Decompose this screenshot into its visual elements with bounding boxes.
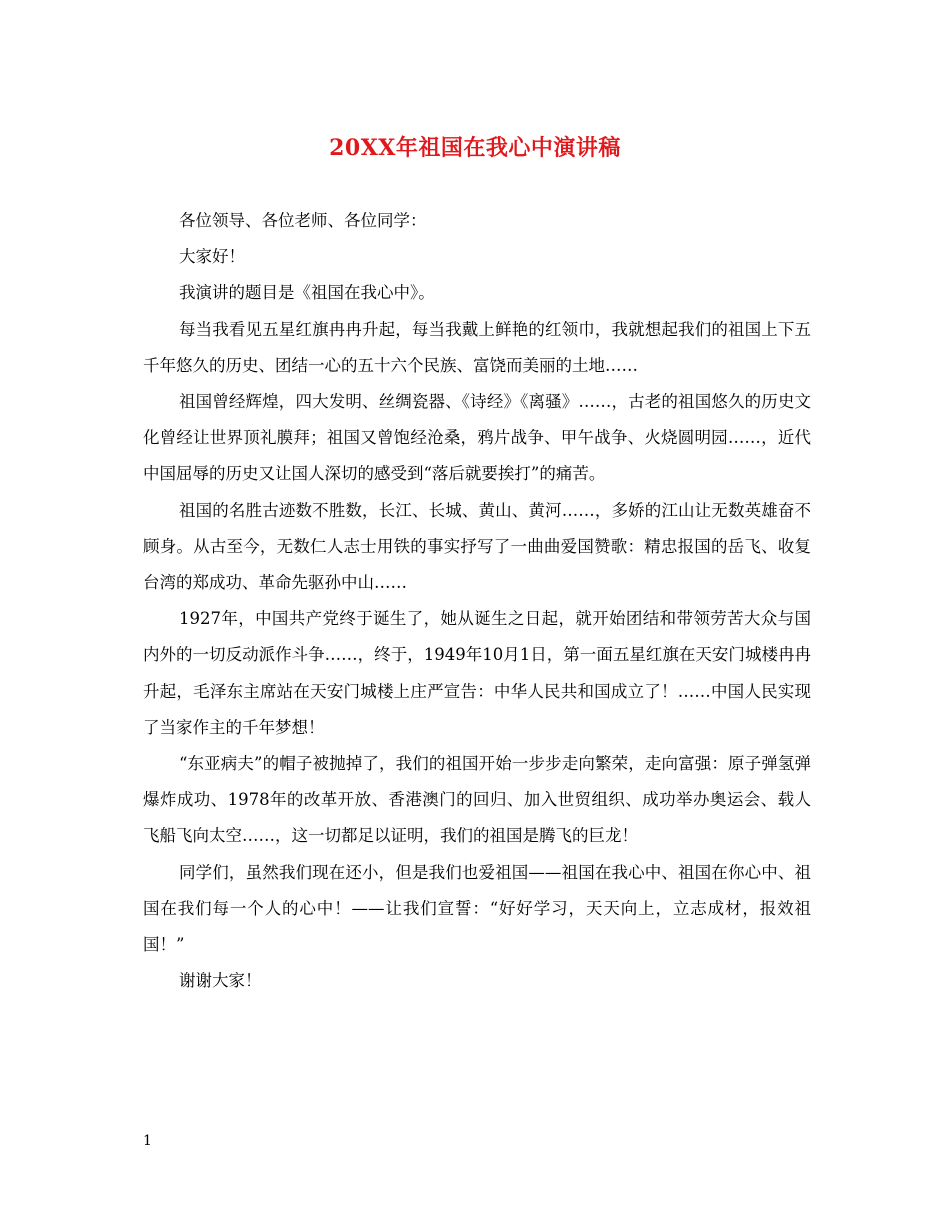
paragraph-history: 祖国曾经辉煌，四大发明、丝绸瓷器、《诗经》《离骚》……，古老的祖国悠久的历史文化曾经让世界顶礼膜拜；祖国又曾饱经沧桑，鸦片战争、甲午战争、火烧圆明园……，近代中国屈辱的历史又让国人深切的感受到“落后就要挨打”的痛苦。 (143, 392, 811, 484)
paragraph-thanks: 谢谢大家！ (179, 971, 262, 991)
paragraph-prosperity: “东亚病夫”的帽子被抛掉了，我们的祖国开始一步步走向繁荣，走向富强：原子弹氢弹爆炸成功、1978年的改革开放、香港澳门的回归、加入世贸组织、成功举办奥运会、载人飞船飞向太空……，这一切都足以证明，我们的祖国是腾飞的巨龙！ (143, 754, 811, 846)
document-body (143, 203, 811, 999)
paragraph-landmarks: 祖国的名胜古迹数不胜数，长江、长城、黄山、黄河……，多娇的江山让无数英雄奋不顾身。从古至今，无数仁人志士用铁的事实抒写了一曲曲爱国赞歌：精忠报国的岳飞、收复台湾的郑成功、革命先驱孙中山…… (143, 500, 811, 593)
paragraph-greeting: 各位领导、各位老师、各位同学： (179, 211, 427, 230)
paragraph-hello: 大家好！ (179, 247, 245, 267)
paragraph-topic: 我演讲的题目是《祖国在我心中》。 (179, 283, 435, 303)
paragraph-pledge: 同学们，虽然我们现在还小，但是我们也爱祖国——祖国在我心中、祖国在你心中、祖国在我们每一个人的心中！——让我们宣誓：“好好学习，天天向上，立志成材，报效祖国！” (143, 862, 811, 955)
page-number: 1 (143, 1133, 152, 1149)
paragraph-founding: 1927年，中国共产党终于诞生了，她从诞生之日起，就开始团结和带领劳苦大众与国内外的一切反动派作斗争……，终于，1949年10月1日，第一面五星红旗在天安门城楼冉冉升起，毛泽东主席站在天安门城楼上庄严宣告：中华人民共和国成立了！……中国人民实现了当家作主的千年梦想！ (143, 609, 811, 737)
document-title: 20XX年祖国在我心中演讲稿 (329, 135, 621, 161)
paragraph-flag: 每当我看见五星红旗冉冉升起，每当我戴上鲜艳的红领巾，我就想起我们的祖国上下五千年悠久的历史、团结一心的五十六个民族、富饶而美丽的土地…… (143, 319, 811, 375)
